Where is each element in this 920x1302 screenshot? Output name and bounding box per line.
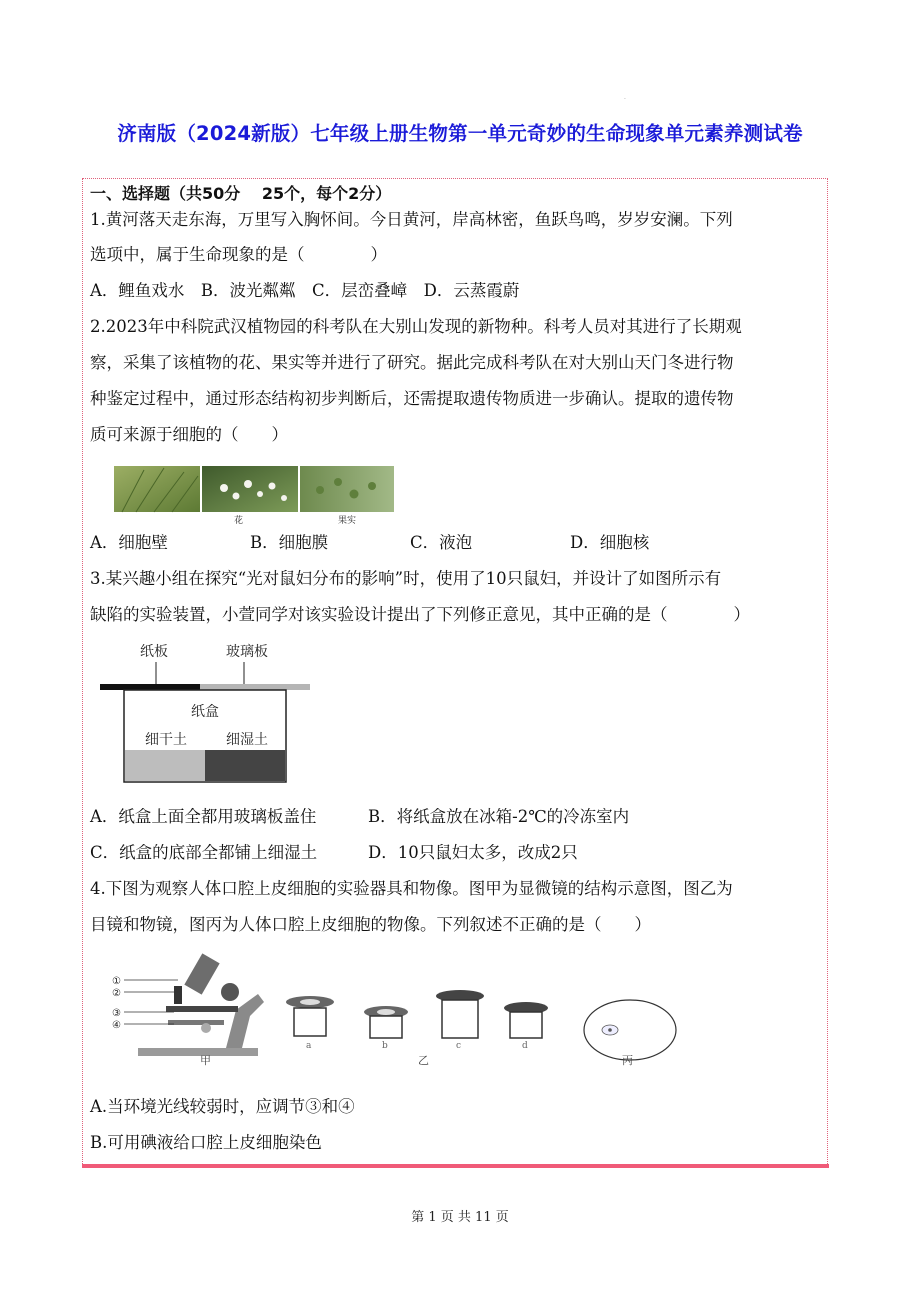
flower-label: 花 <box>234 516 244 524</box>
glass-cover <box>200 684 310 690</box>
mark-3: ③ <box>112 1008 121 1019</box>
wet-soil-label: 细湿土 <box>226 732 268 748</box>
q2-text-line-3: 种鉴定过程中，通过形态结构初步判断后，还需提取遗传物质进一步确认。提取的遗传物 <box>90 389 734 408</box>
mark-4: ④ <box>112 1020 121 1031</box>
paperboard-cover <box>100 684 200 690</box>
q3-text-line-1: 3.某兴趣小组在探究“光对鼠妇分布的影响”时，使用了10只鼠妇，并设计了如图所示有 <box>90 569 722 588</box>
q1-options: A．鲤鱼戏水 B．波光粼粼 C．层峦叠嶂 D．云蒸霞蔚 <box>90 281 520 300</box>
q2-text-line-2: 察，采集了该植物的花、果实等并进行了研究。据此完成科考队在对大别山天门冬进行物 <box>90 353 734 372</box>
glass-label: 玻璃板 <box>226 644 268 660</box>
page-footer: 第 1 页 共 11 页 <box>411 1210 509 1225</box>
q4-text-line-2: 目镜和物镜，图丙为人体口腔上皮细胞的物像。下列叙述不正确的是（ ） <box>90 915 651 934</box>
lens-c <box>436 990 484 1038</box>
q4-option-b: B.可用碘液给口腔上皮细胞染色 <box>90 1133 322 1152</box>
lens-c-label: c <box>456 1041 462 1051</box>
q3-option-b: B．将纸盒放在冰箱-2℃的冷冻室内 <box>368 807 630 826</box>
fig-yi-label: 乙 <box>418 1054 429 1066</box>
lens-b <box>364 1006 408 1038</box>
q2-text-line-4: 质可来源于细胞的（ ） <box>90 425 288 444</box>
microscope-figure <box>108 950 698 1066</box>
q2-option-c: C．液泡 <box>410 533 473 552</box>
view-field <box>584 1000 676 1060</box>
page-dot: · <box>624 96 626 103</box>
frame-bottom-rule <box>82 1164 829 1168</box>
wet-soil-area <box>205 750 285 781</box>
q3-text-line-2: 缺陷的实验装置，小萱同学对该实验设计提出了下列修正意见，其中正确的是（ ） <box>90 605 750 624</box>
lens-d <box>504 1002 548 1038</box>
mark-2: ② <box>112 988 121 999</box>
q3-option-c: C．纸盒的底部全都铺上细湿土 <box>90 843 318 862</box>
mark-1: ① <box>112 976 121 987</box>
q2-text-line-1: 2.2023年中科院武汉植物园的科考队在大别山发现的新物种。科考人员对其进行了长期观 <box>90 317 742 336</box>
microscope-drawing <box>138 953 264 1056</box>
fruit-label: 果实 <box>338 516 357 524</box>
q3-option-d: D．10只鼠妇太多，改成2只 <box>368 843 578 862</box>
q4-option-a: A.当环境光线较弱时，应调节③和④ <box>90 1097 355 1116</box>
dry-soil-label: 细干土 <box>145 732 187 748</box>
lens-a <box>286 996 334 1036</box>
fig-bing-label: 丙 <box>622 1054 633 1066</box>
dry-soil-area <box>125 750 205 781</box>
q2-option-d: D．细胞核 <box>570 533 650 552</box>
q1-text-line-2: 选项中，属于生命现象的是（ ） <box>90 245 387 264</box>
q1-text-line-1: 1.黄河落天走东海，万里写入胸怀间。今日黄河，岸高林密，鱼跃鸟鸣，岁岁安澜。下列 <box>90 210 733 229</box>
q2-option-b: B．细胞膜 <box>250 533 329 552</box>
section-heading: 一、选择题（共50分 25个，每个2分） <box>90 184 392 203</box>
plant-photo <box>114 466 394 524</box>
fig-jia-label: 甲 <box>200 1054 211 1066</box>
box-label: 纸盒 <box>191 704 219 720</box>
page-title: 济南版（2024新版）七年级上册生物第一单元奇妙的生命现象单元素养测试卷 <box>117 122 803 145</box>
q4-text-line-1: 4.下图为观察人体口腔上皮细胞的实验器具和物像。图甲为显微镜的结构示意图，图乙为 <box>90 879 733 898</box>
q2-option-a: A．细胞壁 <box>90 533 168 552</box>
experiment-diagram <box>98 640 314 786</box>
q3-option-a: A．纸盒上面全都用玻璃板盖住 <box>90 807 317 826</box>
paperboard-label: 纸板 <box>140 644 168 660</box>
lens-a-label: a <box>306 1041 312 1051</box>
lens-d-label: d <box>522 1041 528 1051</box>
lens-b-label: b <box>382 1041 388 1051</box>
